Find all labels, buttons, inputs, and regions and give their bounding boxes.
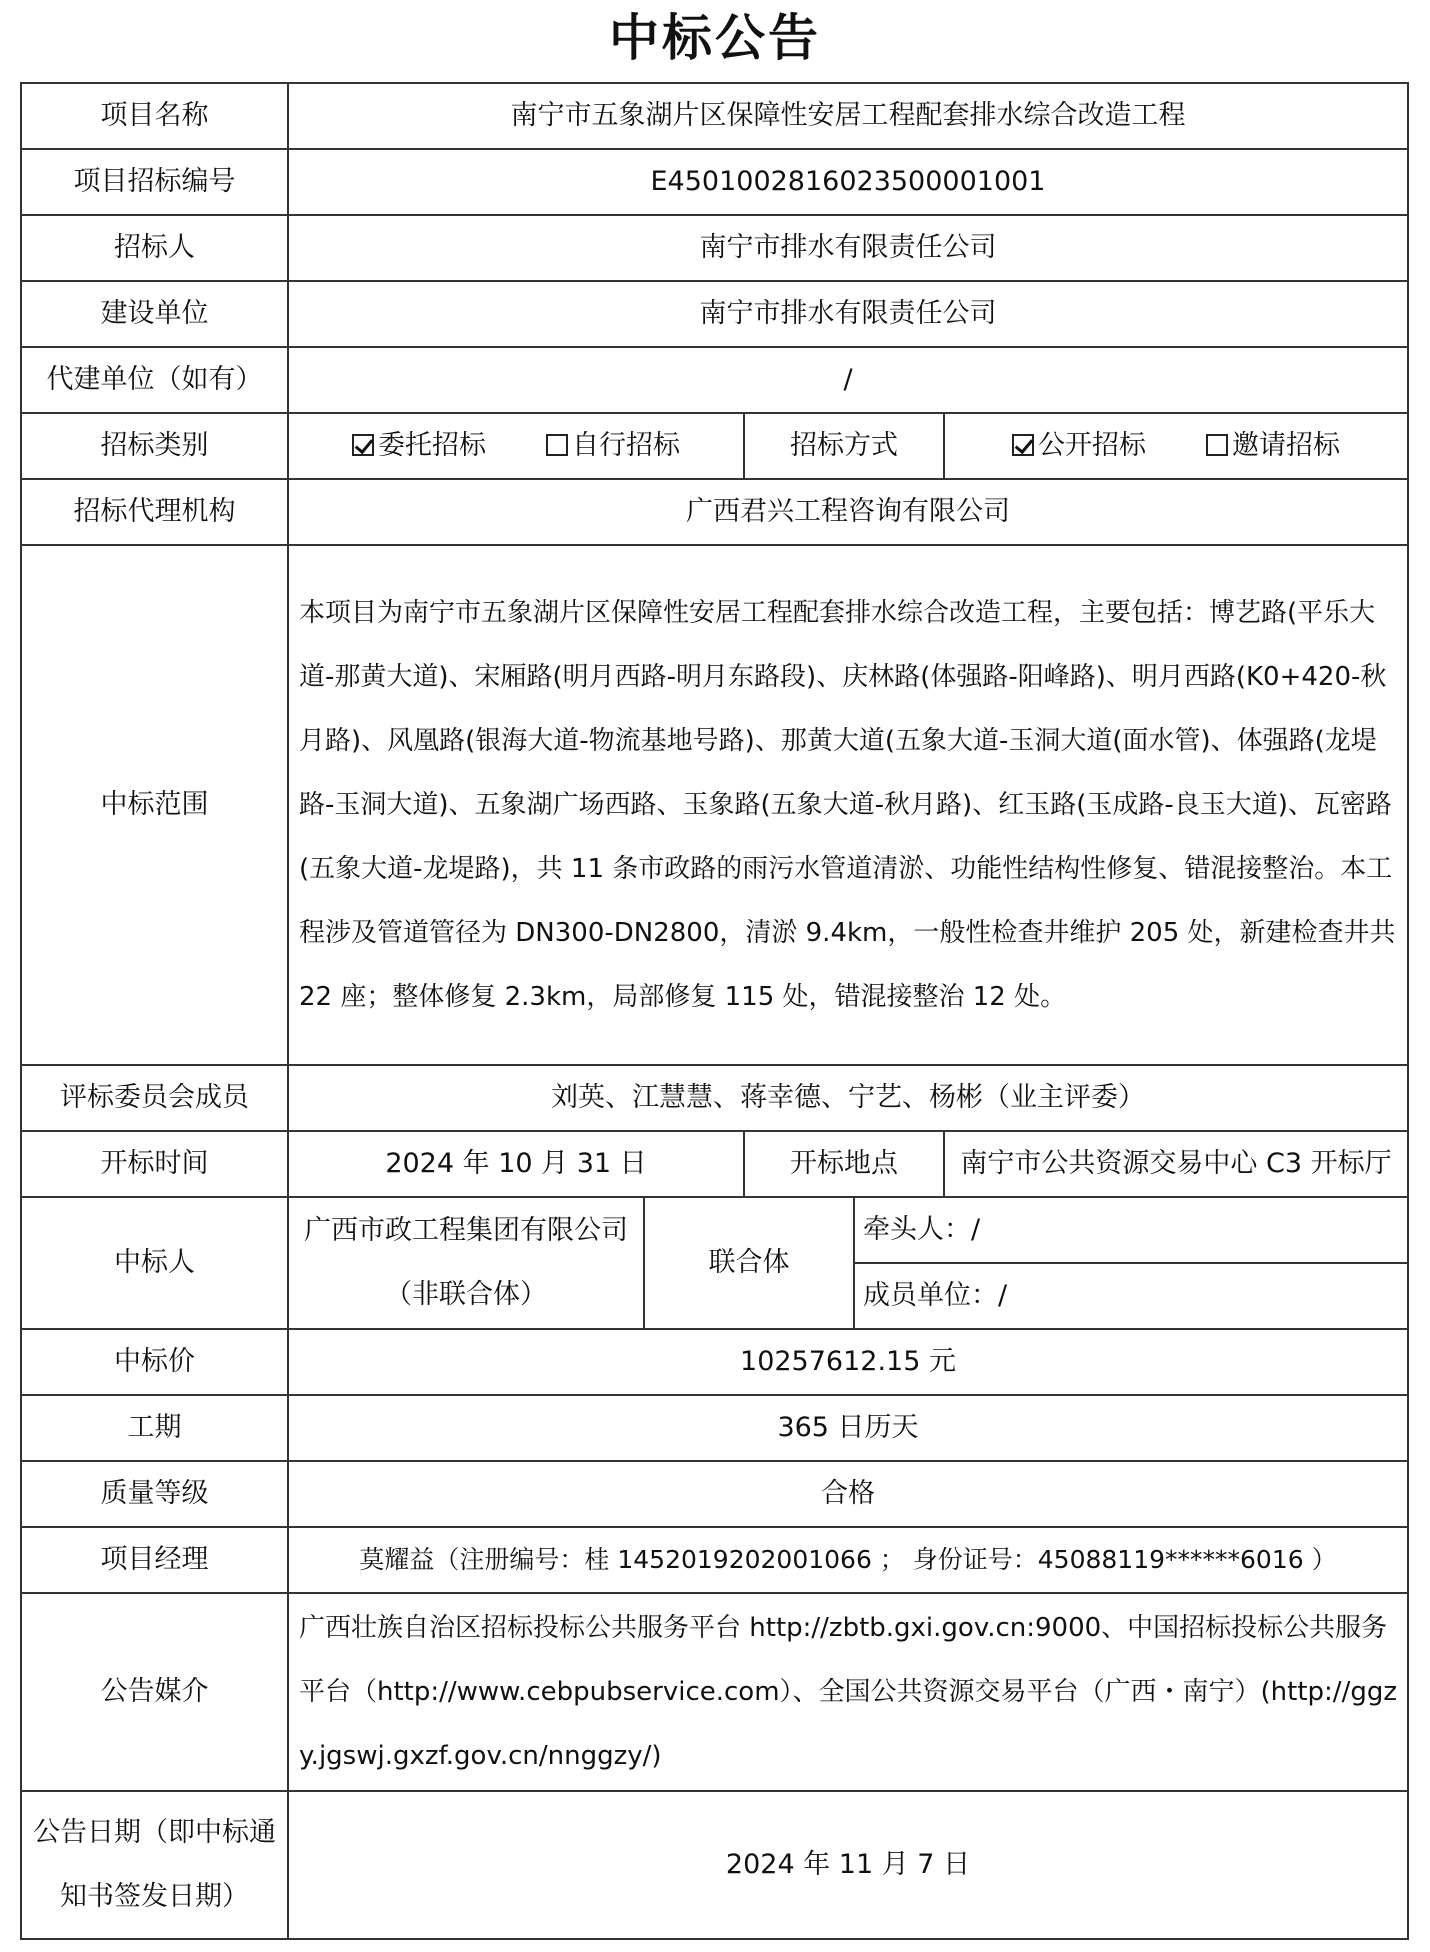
value-media: 广西壮族自治区招标投标公共服务平台 http://zbtb.gxi.gov.cn:9000、中国招标投标公共服务平台（http://www.cebpubservice.com）、全国公共资源交易平台（广西・南宁）(http://ggzy.jgswj.gxzf.gov.cn/nnggzy/)	[288, 1593, 1408, 1791]
row-quality	[21, 1461, 1408, 1527]
value-winner: 广西市政工程集团有限公司（非联合体）	[289, 1198, 644, 1328]
value-quality: 合格	[288, 1461, 1408, 1527]
value-price: 10257612.15 元	[288, 1329, 1408, 1395]
winner-inner-table	[289, 1198, 1407, 1328]
row-date	[21, 1791, 1408, 1939]
row-builder	[21, 281, 1408, 347]
row-category	[21, 413, 1408, 479]
row-project-code	[21, 149, 1408, 215]
label-media: 公告媒介	[21, 1593, 288, 1791]
value-project-name: 南宁市五象湖片区保障性安居工程配套排水综合改造工程	[288, 83, 1408, 149]
label-scope: 中标范围	[21, 545, 288, 1065]
option-invite	[1206, 428, 1340, 463]
empty-box-icon	[546, 434, 568, 456]
label-consortium: 联合体	[644, 1198, 854, 1328]
option-self-label: 自行招标	[572, 430, 681, 462]
row-duration	[21, 1395, 1408, 1461]
label-winner: 中标人	[21, 1197, 288, 1329]
notice-table	[20, 82, 1409, 1940]
row-committee	[21, 1065, 1408, 1131]
option-invite-label: 邀请招标	[1232, 430, 1341, 462]
checked-box-icon	[352, 434, 374, 456]
value-agent-builder: /	[288, 347, 1408, 413]
row-price	[21, 1329, 1408, 1395]
value-opening-place: 南宁市公共资源交易中心 C3 开标厅	[960, 1148, 1392, 1180]
label-agency: 招标代理机构	[21, 479, 288, 545]
label-opening-time: 开标时间	[21, 1131, 288, 1197]
empty-box-icon	[1206, 434, 1228, 456]
category-inner-table	[289, 414, 1407, 478]
label-committee: 评标委员会成员	[21, 1065, 288, 1131]
checked-box-icon	[1012, 434, 1034, 456]
option-open-label: 公开招标	[1037, 430, 1146, 462]
label-category: 招标类别	[21, 413, 288, 479]
label-price: 中标价	[21, 1329, 288, 1395]
opening-cell	[288, 1131, 1408, 1197]
category-options	[289, 414, 744, 478]
value-date: 2024 年 11 月 7 日	[288, 1791, 1408, 1939]
value-lead: 牵头人：/	[854, 1198, 1407, 1263]
label-builder: 建设单位	[21, 281, 288, 347]
label-project-code: 项目招标编号	[21, 149, 288, 215]
opening-inner-table	[289, 1132, 1407, 1196]
label-date: 公告日期（即中标通知书签发日期）	[21, 1791, 288, 1939]
row-winner	[21, 1197, 1408, 1329]
option-open	[1012, 428, 1146, 463]
row-agent-builder	[21, 347, 1408, 413]
value-members: 成员单位：/	[863, 1280, 1008, 1312]
label-tenderer: 招标人	[21, 215, 288, 281]
label-project-name: 项目名称	[21, 83, 288, 149]
row-project-name	[21, 83, 1408, 149]
label-agent-builder: 代建单位（如有）	[21, 347, 288, 413]
value-tenderer: 南宁市排水有限责任公司	[288, 215, 1408, 281]
value-project-code: E4501002816023500001001	[288, 149, 1408, 215]
option-self	[546, 428, 680, 463]
label-quality: 质量等级	[21, 1461, 288, 1527]
category-cell	[288, 413, 1408, 479]
winner-cell	[288, 1197, 1408, 1329]
label-opening-place: 开标地点	[744, 1132, 944, 1196]
label-duration: 工期	[21, 1395, 288, 1461]
value-duration: 365 日历天	[288, 1395, 1408, 1461]
option-entrusted	[352, 428, 486, 463]
option-entrusted-label: 委托招标	[377, 430, 486, 462]
method-options	[944, 414, 1407, 478]
row-media	[21, 1593, 1408, 1791]
row-manager	[21, 1527, 1408, 1593]
label-method: 招标方式	[744, 414, 944, 478]
row-scope	[21, 545, 1408, 1065]
value-opening-time: 2024 年 10 月 31 日	[289, 1132, 744, 1196]
value-committee: 刘英、江慧慧、蒋幸德、宁艺、杨彬（业主评委）	[288, 1065, 1408, 1131]
row-agency	[21, 479, 1408, 545]
row-opening	[21, 1131, 1408, 1197]
value-scope: 本项目为南宁市五象湖片区保障性安居工程配套排水综合改造工程，主要包括：博艺路(平乐大道-那黄大道)、宋厢路(明月西路-明月东路段)、庆林路(体强路-阳峰路)、明月西路(K0+420-秋月路)、风凰路(银海大道-物流基地号路)、那黄大道(五象大道-玉洞大道(面水管)、体强路(龙堤路-玉洞大道)、五象湖广场西路、玉象路(五象大道-秋月路)、红玉路(玉成路-良玉大道)、瓦密路(五象大道-龙堤路)，共 11 条市政路的雨污水管道清淤、功能性结构性修复、错混接整治。本工程涉及管道管径为 DN300-DN2800，清淤 9.4km，一般性检查井维护 205 处，新建检查井共 22 座；整体修复 2.3km，局部修复 115 处，错混接整治 12 处。	[288, 545, 1408, 1065]
label-manager: 项目经理	[21, 1527, 288, 1593]
page-title: 中标公告	[609, 9, 821, 67]
value-manager: 莫耀益（注册编号：桂 1452019202001066 ； 身份证号：45088119******6016 ）	[288, 1527, 1408, 1593]
row-tenderer	[21, 215, 1408, 281]
value-agency: 广西君兴工程咨询有限公司	[288, 479, 1408, 545]
value-builder: 南宁市排水有限责任公司	[288, 281, 1408, 347]
